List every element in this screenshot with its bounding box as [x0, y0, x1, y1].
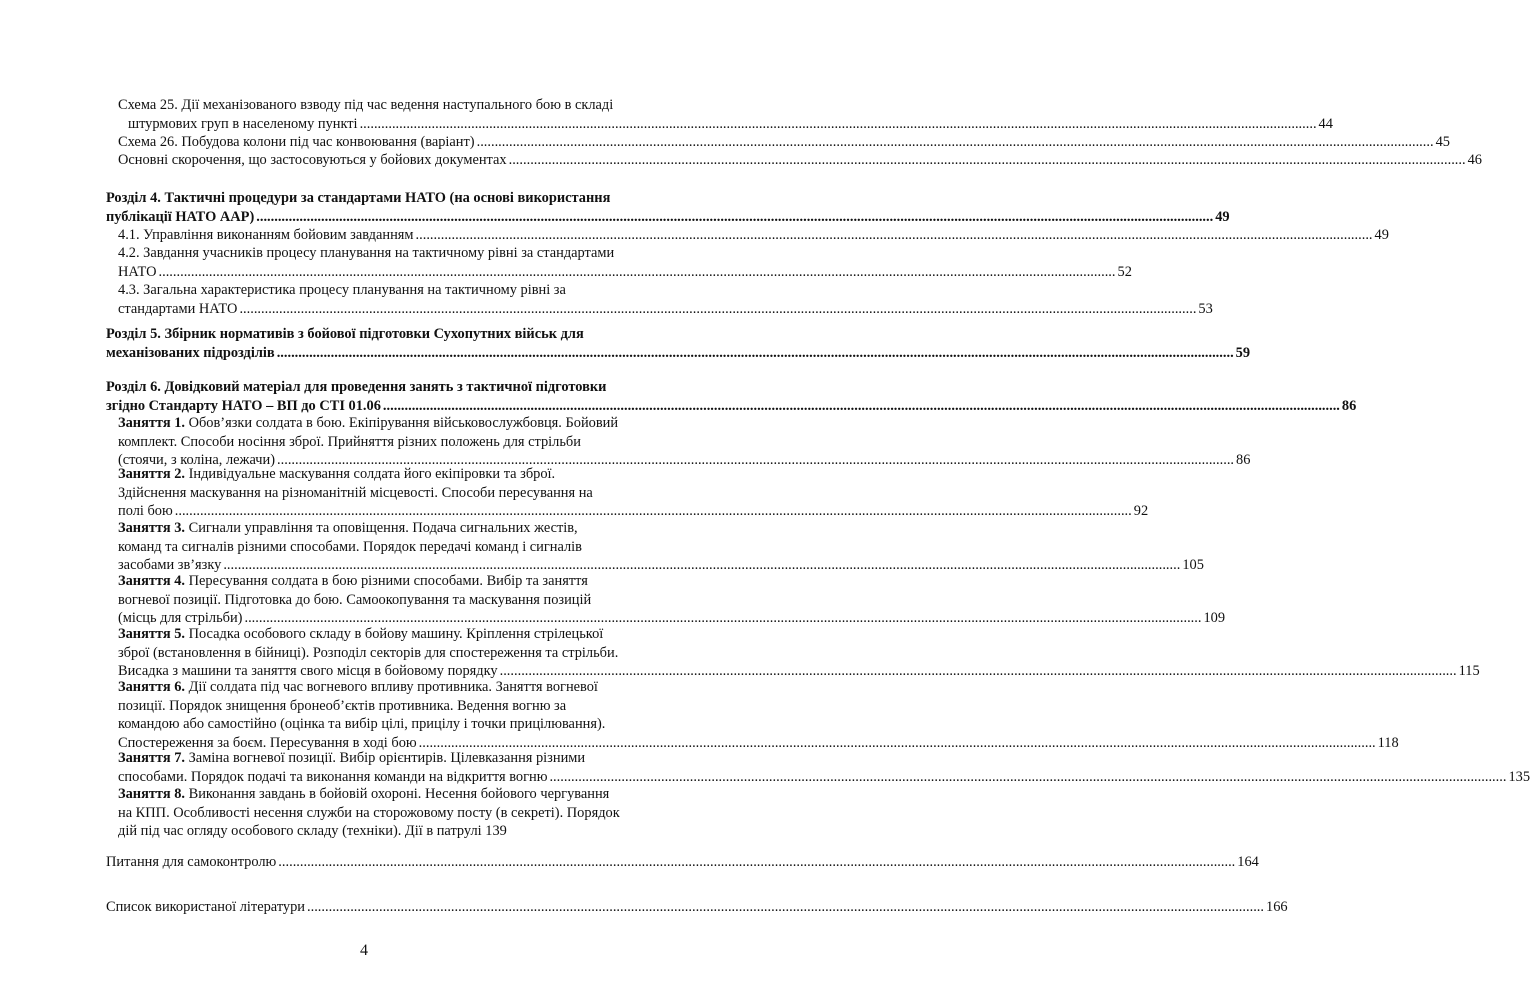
lesson-label: Заняття 2. [118, 466, 185, 482]
dot-leader [159, 263, 1116, 282]
toc-entry-text: стандартами НАТО [118, 300, 238, 317]
toc-lesson-3 [118, 519, 1204, 575]
toc-page-number: 115 [1458, 663, 1480, 679]
toc-section-title: механізованих підрозділів [106, 344, 275, 361]
dot-leader [175, 502, 1132, 521]
toc-entry-text: (місць для стрільби) [118, 610, 243, 626]
toc-entry-text: НАТО [118, 263, 157, 280]
toc-entry-text: способами. Порядок подачі та виконання команди на відкриття вогню [118, 768, 548, 785]
toc-page-number: 44 [1318, 115, 1333, 132]
toc-entry-text: Посадка особового складу в бойову машину. Кріплення стрілецької [185, 626, 604, 642]
toc-lesson-4 [118, 572, 1226, 628]
toc-entry-abbreviations [118, 151, 1482, 170]
page-number: 4 [360, 942, 368, 959]
lesson-label: Заняття 5. [118, 626, 185, 642]
toc-entry-text: Обов’язки солдата в бою. Екіпірування військовослужбовця. Бойовий [185, 415, 619, 431]
toc-page-number: 52 [1117, 263, 1132, 280]
lesson-label: Заняття 1. [118, 415, 185, 431]
toc-entry-4-3 [118, 281, 1213, 318]
toc-page-number: 45 [1435, 134, 1450, 150]
dot-leader [307, 898, 1264, 917]
toc-section-title: Розділ 6. Довідковий матеріал для проведення занять з тактичної підготовки [106, 379, 607, 395]
toc-page-number: 86 [1236, 452, 1251, 468]
toc-lesson-6 [118, 678, 1399, 752]
dot-leader [277, 344, 1234, 363]
toc-entry-text: комплект. Способи носіння зброї. Прийняття різних положень для стрільби [118, 433, 581, 450]
toc-section-6 [106, 378, 1357, 415]
toc-page-number: 49 [1215, 208, 1230, 225]
dot-leader [383, 397, 1340, 416]
toc-entry-text: Схема 25. Дії механізованого взводу під час ведення наступального бою в складі [118, 97, 614, 113]
toc-page-number: 164 [1237, 854, 1259, 870]
toc-entry-text: Здійснення маскування на різноманітній місцевості. Способи пересування на [118, 484, 593, 501]
dot-leader [360, 115, 1317, 134]
toc-page-number: 86 [1341, 397, 1357, 414]
dot-leader [477, 133, 1434, 152]
toc-entry-text: Сигнали управління та оповіщення. Подача сигнальних жестів, [185, 520, 578, 536]
toc-entry-self-check [106, 853, 1259, 872]
toc-entry-scheme-25 [118, 96, 1333, 133]
toc-entry-text: Спостереження за боєм. Пересування в ході бою [118, 734, 417, 751]
toc-page-number: 135 [1508, 768, 1530, 785]
toc-lesson-7 [118, 749, 1530, 786]
toc-entry-text: Список використаної літератури [106, 899, 306, 915]
toc-page-number: 109 [1203, 610, 1226, 626]
toc-entry-scheme-26 [118, 133, 1450, 152]
toc-section-title: Розділ 5. Збірник нормативів з бойової підготовки Сухопутних військ для [106, 326, 584, 342]
toc-section-title: згідно Стандарту НАТО – ВП до СТІ 01.06 [106, 397, 381, 414]
toc-entry-text: зброї (встановлення в бійниці). Розподіл секторів для спостереження та стрільби. [118, 644, 619, 661]
toc-page-number: 53 [1198, 300, 1213, 317]
toc-page-number: 118 [1377, 734, 1399, 751]
toc-entry-text: команд та сигналів різними способами. Порядок передачі команд і сигналів [118, 538, 582, 555]
toc-section-4 [106, 189, 1230, 226]
toc-entry-text: Схема 26. Побудова колони під час конвоювання (варіант) [118, 134, 475, 150]
toc-entry-text: штурмових груп в населеному пункті [128, 115, 358, 132]
toc-entry-text: Дії солдата під час вогневого впливу противника. Заняття вогневої [185, 679, 598, 695]
toc-entry-text: Виконання завдань в бойовій охороні. Несення бойового чергування [185, 786, 610, 802]
dot-leader [278, 853, 1235, 872]
dot-leader [416, 226, 1373, 245]
toc-page-number: 105 [1182, 557, 1204, 573]
toc-lesson-2 [118, 465, 1149, 521]
toc-entry-text: Висадка з машини та заняття свого місця в бойовому порядку [118, 663, 498, 679]
toc-page-number: 49 [1374, 227, 1389, 243]
toc-entry-4-2 [118, 244, 1132, 281]
lesson-label: Заняття 3. [118, 520, 185, 536]
toc-entry-text: засобами зв’язку [118, 557, 222, 573]
dot-leader [549, 768, 1506, 787]
toc-section-title: публікації НАТО ААР) [106, 208, 255, 225]
dot-leader [509, 151, 1466, 170]
toc-entry-4-1 [118, 226, 1389, 245]
toc-lesson-5 [118, 625, 1480, 681]
toc-entry-text: 4.3. Загальна характеристика процесу планування на тактичному рівні за [118, 282, 566, 298]
dot-leader [256, 208, 1213, 227]
toc-section-5 [106, 325, 1251, 362]
toc-entry-text: Основні скорочення, що застосовуються у бойових документах [118, 152, 507, 168]
toc-entry-text: 4.1. Управління виконанням бойовим завданням [118, 227, 414, 243]
toc-entry-references [106, 898, 1288, 917]
toc-entry-text: Пересування солдата в бою різними способами. Вибір та заняття [185, 573, 588, 589]
lesson-label: Заняття 7. [118, 750, 185, 766]
toc-lesson-8 [118, 785, 650, 841]
lesson-label: Заняття 6. [118, 679, 185, 695]
toc-entry-text: командою або самостійно (оцінка та вибір цілі, прицілу і точки прицілювання). [118, 716, 606, 732]
toc-entry-text: (стоячи, з коліна, лежачи) [118, 452, 276, 468]
toc-entry-text: Питання для самоконтролю [106, 854, 277, 870]
toc-entry-text: на КПП. Особливості несення служби на сторожовому посту (в секреті). Порядок [118, 804, 620, 821]
toc-page-number: 166 [1266, 899, 1288, 915]
toc-entry-text: Індивідуальне маскування солдата його екіпіровки та зброї. [185, 466, 556, 482]
toc-lesson-1 [118, 414, 1251, 470]
toc-entry-text: Заміна вогневої позиції. Вибір орієнтирів. Цілевказання різними [185, 750, 586, 766]
lesson-label: Заняття 4. [118, 573, 185, 589]
dot-leader [239, 300, 1196, 319]
toc-page-number: 59 [1235, 344, 1251, 361]
toc-entry-text: 4.2. Завдання учасників процесу планування на тактичному рівні за стандартами [118, 245, 615, 261]
toc-entry-text: вогневої позиції. Підготовка до бою. Самоокопування та маскування позицій [118, 591, 592, 608]
toc-page-number: 92 [1133, 503, 1149, 519]
toc-page-number: 46 [1467, 152, 1482, 168]
toc-entry-text: полі бою [118, 503, 173, 519]
toc-entry-text: дій під час огляду особового складу (техніки). Дії в патрулі 139 [118, 823, 507, 839]
lesson-label: Заняття 8. [118, 786, 185, 802]
toc-entry-text: позиції. Порядок знищення бронеоб’єктів противника. Ведення вогню за [118, 697, 567, 714]
toc-section-title: Розділ 4. Тактичні процедури за стандартами НАТО (на основі використання [106, 190, 611, 206]
